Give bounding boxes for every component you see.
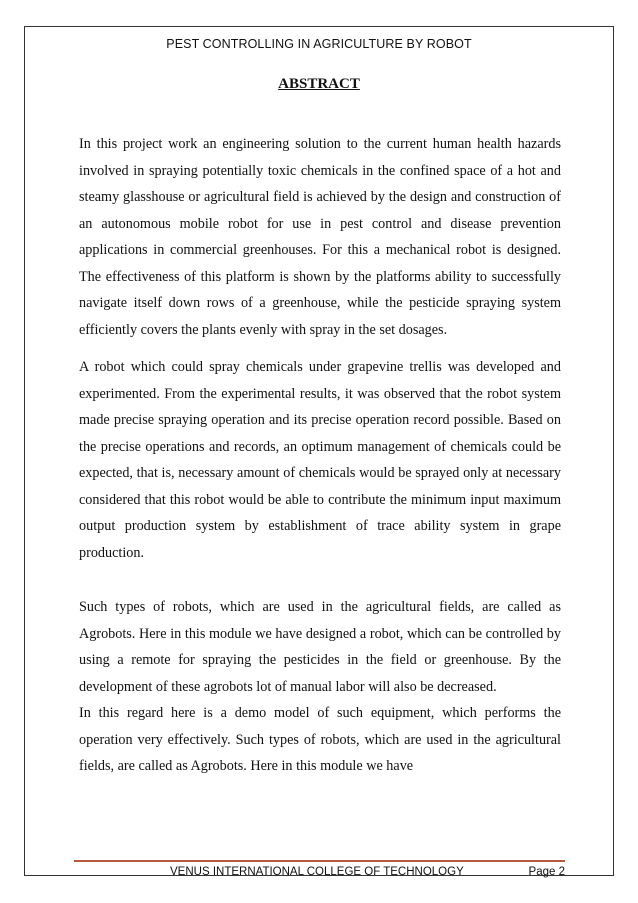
document-body	[79, 131, 561, 780]
paragraph-2: A robot which could spray chemicals under grapevine trellis was developed and experimented. From the experimental results, it was observed that the robot system made precise spraying operation and its precise operation record possible. Based on the precise operations and records, an optimum management of chemicals could be expected, that is, necessary amount of chemicals would be sprayed only at necessary considered that this robot would be able to contribute the minimum input maximum output production system by establishment of trace ability system in grape production.	[79, 359, 561, 561]
document-title: ABSTRACT	[278, 76, 360, 92]
paragraph-3: Such types of robots, which are used in the agricultural fields, are called as Agrobots. Here in this module we have designed a robot, which can be controlled by using a remote for spraying the pesticides in the field or greenhouse. By the development of these agrobots lot of manual labor will also be decreased.	[79, 599, 561, 695]
paragraph-1: In this project work an engineering solution to the current human health hazards involved in spraying potentially toxic chemicals in the confined space of a hot and steamy glasshouse or agricultural field is achieved by the design and construction of an autonomous mobile robot for use in pest control and disease prevention applications in commercial greenhouses. For this a mechanical robot is designed. The effectiveness of this platform is shown by the platforms ability to successfully navigate itself down rows of a greenhouse, while the pesticide spraying system efficiently covers the plants evenly with spray in the set dosages.	[79, 136, 561, 338]
running-header: PEST CONTROLLING IN AGRICULTURE BY ROBOT	[166, 37, 472, 51]
footer-college: VENUS INTERNATIONAL COLLEGE OF TECHNOLOGY	[170, 866, 464, 878]
footer-page-number: Page 2	[528, 866, 565, 878]
footer-rule	[74, 860, 565, 862]
paragraph-4: In this regard here is a demo model of such equipment, which performs the operation very effectively. Such types of robots, which are used in the agricultural fields, are called as Agrobots. Here in this module we have	[79, 705, 561, 774]
